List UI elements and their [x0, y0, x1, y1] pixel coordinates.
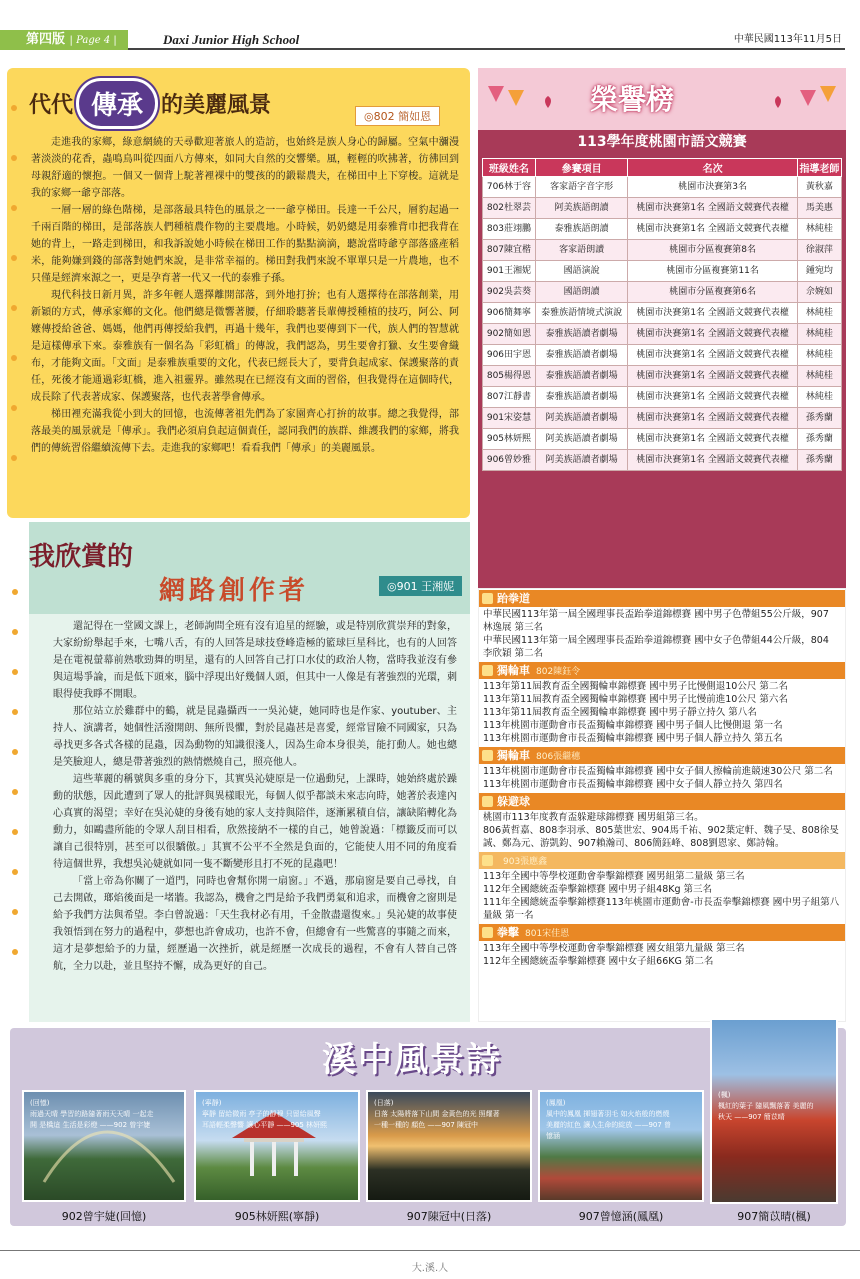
sport-section [479, 747, 845, 792]
article-body [53, 618, 457, 975]
article-creator [7, 522, 470, 1022]
photo-poem: 雨過天晴 學習的路隨著雨天天晴 一起走開 是橋這 生活是彩燈 ——902 曾宇婕 [30, 1110, 154, 1129]
paragraph: 這些華麗的稱號與多重的身分下，其實吳沁婕原是一位過動兒，上課時，她始終處於躁動的狀態，因此遭到了眾人的批評與異樣眼光，每個人似乎都談未來志向時，她著於表達內心真實的渴望；幸好在吳沁婕的身後有她的家人支持與陪伴，逐漸累積自信，讓缺陷轉化為動力，如鷗盡所能的令眾人刮目相看，欣然接納不一樣的自己，她曾說過：「標籤反而可以讓自己很特別，甚至可以很驕傲。」其實不公平不全然是負面的，它能使人用不同的角度看待這個世界，我想吳沁婕就如同一隻不斷變形且打不死的昆蟲吧！ [53, 774, 457, 870]
trophy-icon [482, 927, 493, 938]
col-header: 指導老師 [797, 159, 841, 177]
sport-athlete: 903張應鑫 [503, 857, 548, 867]
sport-result: 113年全國中等學校運動會拳擊錦標賽 國男組第二量級 第三名 [483, 871, 745, 882]
honor-cell: 902吳芸葵 [483, 282, 536, 303]
photo-tag: (寧靜) [202, 1099, 222, 1107]
honor-cell: 906曾妙雅 [483, 450, 536, 471]
scenery-gallery [10, 1028, 846, 1226]
sports-awards [478, 588, 846, 1022]
honor-title: 榮譽榜 [590, 83, 675, 116]
article-body [31, 134, 459, 457]
sport-title: 獨輪車 [497, 664, 530, 677]
sport-title: 獨輪車 [497, 749, 530, 762]
honor-cell: 阿美族語讀者劇場 [535, 450, 628, 471]
honor-cell: 泰雅族語讀者劇場 [535, 324, 628, 345]
honor-row [483, 198, 842, 219]
honor-cell: 桃園市分區複賽第8名 [628, 240, 797, 261]
honor-cell: 桃園市分區複賽第6名 [628, 282, 797, 303]
honor-cell: 906田宇恩 [483, 345, 536, 366]
sport-section [479, 852, 845, 923]
sport-athlete: 806張繼穗 [536, 752, 581, 762]
article-title [29, 80, 271, 126]
photo-poem: 日落 太陽將落下山間 金黃色的光 照耀著 一種一種的 顏色 ——907 陳冠中 [374, 1110, 500, 1129]
sport-result: 806黃哲嘉、808李羽承、805葉世宏、904馬千祐、902葉定軒、魏子旻、808徐旻誠、鄭為元、游凱鈞、907賴瀚司、806簡鈺峰、808劉恩家、鄭詩翰。 [483, 825, 839, 849]
sport-section [479, 590, 845, 661]
sport-results [479, 941, 845, 969]
sport-result: 113年桃園市運動會市長盃獨輪車錦標賽 國中女子個人靜立持久 第四名 [483, 779, 783, 790]
honor-cell: 桃園市決賽第1名 全國語文競賽代表權 [628, 408, 797, 429]
honor-board [478, 68, 846, 588]
page-number-en: | Page 4 | [69, 35, 117, 46]
honor-cell: 桃園市決賽第1名 全國語文競賽代表權 [628, 303, 797, 324]
honor-cell: 桃園市決賽第1名 全國語文競賽代表權 [628, 366, 797, 387]
honor-cell: 桃園市決賽第1名 全國語文競賽代表權 [628, 345, 797, 366]
photo-caption [202, 1098, 328, 1131]
honor-cell: 桃園市決賽第1名 全國語文競賽代表權 [628, 219, 797, 240]
sport-result: 113年桃園市運動會市長盃獨輪車錦標賽 國中男子個人靜立持久 第五名 [483, 733, 783, 744]
honor-cell: 孫秀蘭 [797, 450, 841, 471]
sport-title: 拳擊 [497, 926, 519, 939]
article-title-top: 我欣賞的 [29, 542, 134, 572]
honor-cell: 桃園市決賽第1名 全國語文競賽代表權 [628, 198, 797, 219]
honor-cell: 901王湘妮 [483, 261, 536, 282]
photo-poem: 寧靜 留給微雨 亭子的靜穆 只留給風聲 耳語輕柔聲響 讓心平靜 ——905 林妍熙 [202, 1110, 328, 1129]
honor-cell: 807江靜書 [483, 387, 536, 408]
honor-cell: 林純桂 [797, 219, 841, 240]
paragraph: 一層一層的綠色階梯，是部落最具特色的風景之一一爺亨梯田。長達一千公尺，層豹起過一千兩百階的梯田，是部落族人們種植農作物的主要農地。小時候，奶奶總是用泰雅背巾把我背在她的背上，一路走到梯田，和我訴說她小時候在梯田工作的點點滴滴，聽說當時爺亨部落盛產稻米，能夠嫌到錢的部落對她們來說，是非常幸福的。梯田對我們來說不單單只是一片農地，也不只僅是經濟來源之一，更是孕育著一代又一代的泰雅子孫。 [31, 205, 459, 284]
page-number: 第四版 [26, 32, 66, 47]
dot-border [7, 68, 21, 518]
honor-cell: 鍾宛均 [797, 261, 841, 282]
honor-row [483, 429, 842, 450]
honor-cell: 徐淑萍 [797, 240, 841, 261]
honor-cell: 林純桂 [797, 345, 841, 366]
school-name: Daxi Junior High School [163, 32, 300, 47]
honor-row [483, 366, 842, 387]
author-tag: ◎802 簡如恩 [355, 106, 440, 126]
honor-cell: 905林妍熙 [483, 429, 536, 450]
sport-result: 111年全國總統盃拳擊錦標賽113年桃園市運動會-市長盃拳擊錦標賽 國中男子組第八量級 第一名 [483, 897, 840, 921]
sport-section [479, 662, 845, 746]
page-header [0, 0, 860, 56]
honor-cell: 阿美族語朗讀 [535, 198, 628, 219]
trophy-icon [482, 855, 493, 866]
paragraph: 還記得在一堂國文課上，老師詢問全班有沒有追星的經驗，或是特別欣賞崇拜的對象，大家紛紛舉起手來，七嘴八舌，有的人回答是球技登峰造極的籃球巨星科比，也有的人回答是在電視螢幕前熟歌勁舞的明星，還有的人回答自己打口水仗的政治人物，當時我並沒有參與這場爭論，而是低下頭來，腦中浮現出好幾個人頭，但其中一人像是有著強烈的光環，刺眼得使我睜不開眼。 [53, 621, 457, 700]
title-highlight: 傳承 [79, 81, 155, 126]
honor-cell: 泰雅族語情境式演說 [535, 303, 628, 324]
photo-caption [30, 1098, 155, 1131]
honor-cell: 泰雅族語讀者劇場 [535, 345, 628, 366]
sport-heading [479, 747, 845, 764]
sport-result: 桃園市113年度教育盃躲避球錦標賽 國男組第三名。 [483, 812, 704, 823]
sport-heading [479, 924, 845, 941]
honor-cell: 泰雅族語朗讀 [535, 219, 628, 240]
honor-cell: 佘婉如 [797, 282, 841, 303]
photo-sunset [366, 1090, 532, 1202]
sport-section [479, 793, 845, 851]
honor-row [483, 282, 842, 303]
photo-tag: (日落) [374, 1099, 394, 1107]
honor-cell: 桃園市分區複賽第11名 [628, 261, 797, 282]
trophy-icon [482, 750, 493, 761]
paragraph: 現代科技日新月異，許多年輕人選擇離開部落，到外地打拚；也有人選擇待在部落創業，用新穎的方式，傳承家鄉的文化。他們總是微響著腰，仔細聆聽著長輩傳授種植的技巧，阿公、阿嬤傳授給爸爸、媽媽，他們再傳授給我們，再過十幾年，我們也要傳到下一代，族人們的智慧就是這樣傳承下來。泰雅族有一個名為「彩虹橋」的傳說，我們認為，男生要會打獵、女生要會織布，才能夠文面。「文面」是泰雅族重要的文化，代表已經長大了，要背負起成家、保護聚落的責任，死後才能通過彩虹橋，進入祖靈界。雖然現在已經沒有文面的習俗，但我覺得在這個時代，成長除了代表著成家、保護聚落，也代表著學會傳承。 [31, 290, 459, 403]
honor-cell: 802杜翠芸 [483, 198, 536, 219]
honor-cell: 805楊得恩 [483, 366, 536, 387]
photo-caption [374, 1098, 500, 1131]
sport-results [479, 679, 845, 746]
sport-athlete: 802陳鈺令 [536, 667, 581, 677]
col-header: 名次 [628, 159, 797, 177]
title-part: 代代 [29, 91, 74, 118]
col-header: 參賽項目 [535, 159, 628, 177]
page-tab [10, 30, 128, 50]
honor-cell: 706林于容 [483, 177, 536, 198]
honor-row [483, 240, 842, 261]
photo-maple [710, 1018, 838, 1204]
photo-poem: 風中的鳳凰 揮翅著羽毛 如火焰般的燃燒 美麗的紅色 讓人生命的綻放 ——907 曾憶涵 [546, 1110, 672, 1140]
sport-result: 113年桃園市運動會市長盃獨輪車錦標賽 國中男子個人比慢側退 第一名 [483, 720, 783, 731]
sport-result: 113年第11屆教育盃全國獨輪車錦標賽 國中男子靜立持久 第八名 [483, 707, 757, 718]
article-heritage [7, 68, 470, 518]
paragraph: 走進我的家鄉，綠意網繞的天尋歡迎著旅人的造訪，也始終是族人身心的歸屬。空氣中瀰漫著淡淡的花香，蟲鳴鳥叫從四面八方傳來，如同大自然的交響樂。風，輕輕的吹拂著，彷彿回到母親舒適的懷抱。一個又一個背上駝著裡裸中的雙孩的的鍛鬆農夫，在梯田中上下穿梭。這就是我的家鄉一爺亨部落。 [31, 137, 459, 199]
page-footer: 大.溪.人 [0, 1250, 860, 1274]
sport-result: 113年桃園市運動會市長盃獨輪車錦標賽 國中女子個人擦輪前進競速30公尺 第二名 [483, 766, 833, 777]
honor-cell: 桃園市決賽第1名 全國語文競賽代表權 [628, 324, 797, 345]
honor-row [483, 219, 842, 240]
photo-label: 905林妍熙(寧靜) [234, 1210, 320, 1223]
side-margin [7, 522, 29, 1022]
paragraph: 「當上帝為你關了一道門，同時也會幫你開一扇窗。」不過，那扇窗是要自己尋找，自己去開啟，瑯焰後面是一堵牆。我認為，機會之門是給予我們勇氣和追求，而機會之窗則是給予我們方法與希望。李白曾說過：「天生我材必有用，千金散盡還復來。」吳沁婕的故事使我領悟到在努力的過程中，夢想也許會成功，也許不會，但總會有一些驚喜的事隨之而來，這才是夢想給予的力量，經歷過一次挫折，就是經歷一次成長的過程，不會有人替自己啓航，全力以赴，並且堅持不懈，成為更好的自己。 [53, 876, 457, 972]
honor-cell: 803莊翊鵬 [483, 219, 536, 240]
honor-cell: 泰雅族語讀者劇場 [535, 366, 628, 387]
honor-row [483, 261, 842, 282]
honor-cell: 807陳宜楷 [483, 240, 536, 261]
sport-result: 112年全國總統盃拳擊錦標賽 國中女子組66KG 第二名 [483, 956, 714, 967]
photo-label: 907陳冠中(日落) [406, 1210, 492, 1223]
honor-cell: 桃園市決賽第1名 全國語文競賽代表權 [628, 429, 797, 450]
honor-row [483, 450, 842, 471]
photo-label: 907簡苡晴(楓) [737, 1210, 811, 1223]
sport-heading [479, 590, 845, 607]
photo-label: 907曾憶涵(鳳凰) [578, 1210, 664, 1223]
photo-label: 902曾宇婕(回憶) [61, 1210, 147, 1223]
honor-cell: 桃園市決賽第1名 全國語文競賽代表權 [628, 387, 797, 408]
sport-heading [479, 662, 845, 679]
sport-section [479, 924, 845, 969]
honor-cell: 客家語字音字形 [535, 177, 628, 198]
honor-cell: 阿美族語讀者劇場 [535, 429, 628, 450]
honor-header [478, 68, 846, 130]
photo-tag: (回憶) [30, 1099, 50, 1107]
honor-row [483, 177, 842, 198]
honor-cell: 林純桂 [797, 387, 841, 408]
honor-table [482, 158, 842, 471]
honor-cell: 906簡舞寧 [483, 303, 536, 324]
honor-subtitle: 113學年度桃園市語文競賽 [577, 134, 747, 150]
paragraph: 那位站立於雞群中的鶴，就是昆蟲攝西一一吳沁婕，她同時也是作家、youtuber、主持人、演講者，她個性活潑開朗、無所畏懼，對於昆蟲甚是喜愛，經常冒險不同國家，只為尋找更多各式各樣的昆蟲，因為動物的知識很淺人，因為生命本身很美，能打動人。她也總是笑臉迎人，總是帶著強烈的熱情燃燒自己，照亮他人。 [53, 706, 457, 768]
photo-phoenix [538, 1090, 704, 1202]
honor-cell: 桃園市決賽第1名 全國語文競賽代表權 [628, 450, 797, 471]
sport-results [479, 764, 845, 792]
sport-results [479, 869, 845, 923]
honor-cell: 林純桂 [797, 303, 841, 324]
honor-cell: 902簡如恩 [483, 324, 536, 345]
sport-result: 112年全國總統盃拳擊錦標賽 國中男子組48Kg 第三名 [483, 884, 713, 895]
honor-cell: 孫秀蘭 [797, 408, 841, 429]
dot-border [7, 522, 29, 1022]
honor-cell: 泰雅族語讀者劇場 [535, 387, 628, 408]
honor-cell: 林純桂 [797, 324, 841, 345]
sport-results [479, 810, 845, 851]
honor-cell: 國語朗讀 [535, 282, 628, 303]
article-title-main: 網路創作者 [159, 576, 310, 606]
photo-tag: (鳳凰) [546, 1099, 566, 1107]
honor-row [483, 303, 842, 324]
sport-result: 113年第11屆教育盃全國獨輪車錦標賽 國中男子比慢前進10公尺 第六名 [483, 694, 788, 705]
honor-row [483, 345, 842, 366]
author-tag: ◎901 王湘妮 [379, 576, 462, 596]
sport-result: 中華民國113年第一屆全國理事長盃跆拳道錦標賽 國中女子色帶組44公斤級，804 李欣穎 第二名 [483, 635, 829, 659]
gallery-title: 溪中風景詩 [322, 1040, 502, 1080]
trophy-icon [482, 593, 493, 604]
sport-result: 113年全國中等學校運動會拳擊錦標賽 國女組第九量級 第三名 [483, 943, 745, 954]
honor-table-body [483, 177, 842, 471]
sport-title: 跆拳道 [497, 592, 530, 605]
paragraph: 梯田裡充滿我從小到大的回憶，也流傳著祖先們為了家園齊心打拚的故事。總之我覺得，部落最美的風景就是「傳承」。我們必須肩負起這個責任，認同我們的族群、維護我們的家鄉，將我們的傳統習俗繼續流傳下去。走進我的家鄉吧！看看我們「傳承」的美麗風景。 [31, 409, 459, 454]
honor-cell: 國語演說 [535, 261, 628, 282]
trophy-icon [482, 665, 493, 676]
sport-result: 中華民國113年第一屆全國理事長盃跆拳道錦標賽 國中男子色帶組55公斤級，907 林逸展 第三名 [483, 609, 829, 633]
header-accent [0, 30, 10, 50]
honor-cell: 林純桂 [797, 366, 841, 387]
title-part: 的美麗風景 [161, 91, 272, 118]
photo-poem: 楓紅的葉子 隨風飄落著 美麗的 秋天 ——907 簡苡晴 [718, 1102, 814, 1121]
sport-athlete: 801宋佳恩 [525, 929, 570, 939]
honor-cell: 阿美族語讀者劇場 [535, 408, 628, 429]
issue-date: 中華民國113年11月5日 [733, 34, 842, 45]
photo-caption [546, 1098, 672, 1142]
honor-cell: 客家語朗讀 [535, 240, 628, 261]
photo-pavilion [194, 1090, 360, 1202]
sport-title: 躲避球 [497, 795, 530, 808]
honor-cell: 桃園市決賽第3名 [628, 177, 797, 198]
sport-heading [479, 852, 845, 869]
honor-cell: 黃秋嘉 [797, 177, 841, 198]
photo-caption [718, 1090, 815, 1123]
honor-row [483, 324, 842, 345]
sport-heading [479, 793, 845, 810]
honor-cell: 馬美惠 [797, 198, 841, 219]
honor-cell: 901宋姿慧 [483, 408, 536, 429]
sport-results [479, 607, 845, 661]
photo-tag: (楓) [718, 1091, 731, 1099]
col-header: 班級姓名 [483, 159, 536, 177]
honor-cell: 孫秀蘭 [797, 429, 841, 450]
honor-row [483, 408, 842, 429]
photo-rainbow [22, 1090, 186, 1202]
header-rule [10, 30, 845, 50]
sport-result: 113年第11屆教育盃全國獨輪車錦標賽 國中男子比慢側退10公尺 第二名 [483, 681, 788, 692]
trophy-icon [482, 796, 493, 807]
honor-row [483, 387, 842, 408]
